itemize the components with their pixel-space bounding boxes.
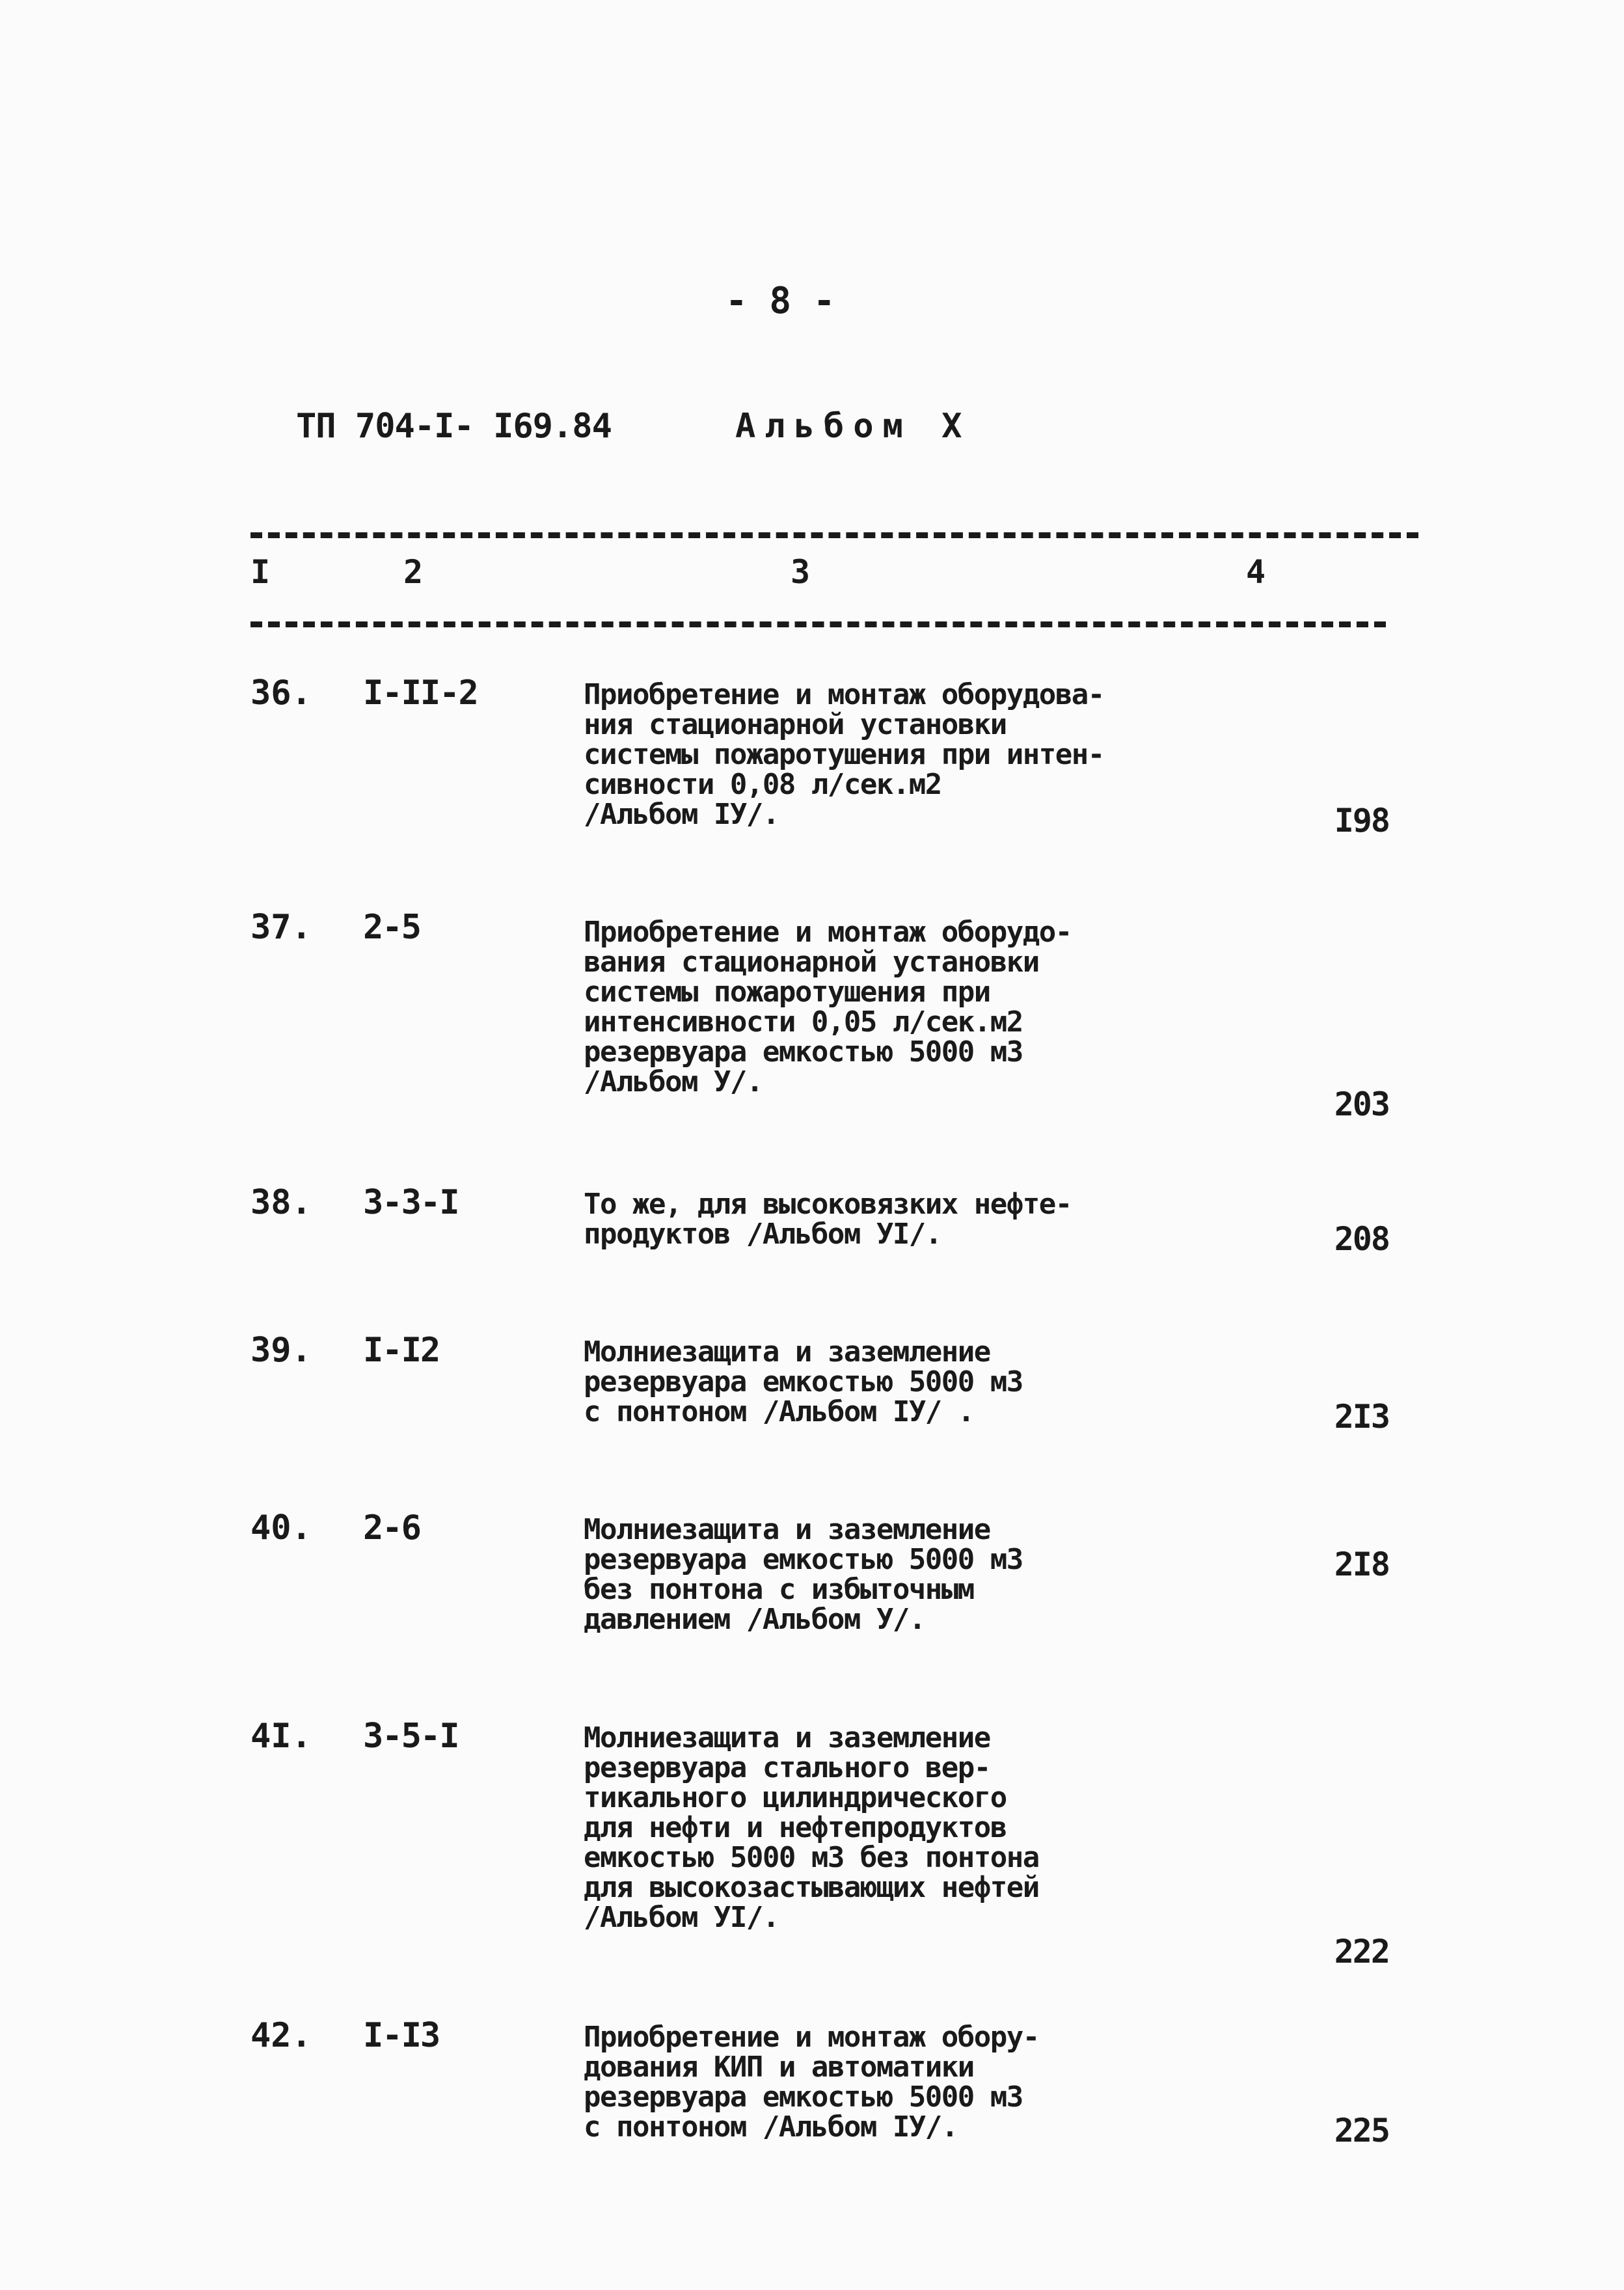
row-page: 2I3	[1334, 1398, 1389, 1436]
row-description: То же, для высоковязких нефте- продуктов /Альбом УI/.	[584, 1188, 1072, 1251]
row-page: 225	[1334, 2112, 1389, 2149]
column-header-4: 4	[1246, 553, 1266, 591]
row-page: I98	[1334, 802, 1389, 839]
row-number: 40.	[250, 1508, 312, 1547]
row-page: 208	[1334, 1220, 1389, 1258]
row-code: 2-5	[363, 908, 420, 947]
header-rule-top	[250, 532, 1418, 538]
row-number: 42.	[250, 2016, 312, 2055]
row-number: 36.	[250, 674, 312, 713]
row-code: 3-5-I	[363, 1717, 459, 1756]
row-code: I-I3	[363, 2016, 440, 2055]
row-description: Приобретение и монтаж оборудо- вания стационарной установки системы пожаротушения при интенсивности 0,05 л/сек.м2 резервуара емкостью 5000 м3 /Альбом У/.	[584, 916, 1072, 1098]
column-header-3: 3	[791, 553, 811, 591]
row-description: Приобретение и монтаж обору- дования КИП и автоматики резервуара емкостью 5000 м3 с понтоном /Альбом IУ/.	[584, 2021, 1039, 2144]
album-title: Альбом X	[735, 407, 971, 446]
header-rule-bottom	[250, 621, 1386, 627]
row-number: 37.	[250, 908, 312, 947]
row-page: 203	[1334, 1085, 1389, 1123]
row-page: 222	[1334, 1933, 1389, 1970]
row-description: Молниезащита и заземление резервуара емкостью 5000 м3 с понтоном /Альбом IУ/ .	[584, 1335, 1023, 1428]
column-header-2: 2	[403, 553, 424, 591]
row-description: Приобретение и монтаж оборудова- ния стационарной установки системы пожаротушения при интен- сивности 0,08 л/сек.м2 /Альбом IУ/.	[584, 678, 1104, 831]
row-code: 2-6	[363, 1508, 420, 1547]
page-number: - 8 -	[725, 280, 835, 322]
document-code: ТП 704-I- I69.84	[296, 407, 612, 446]
row-number: 39.	[250, 1331, 312, 1370]
row-code: 3-3-I	[363, 1183, 459, 1222]
row-code: I-I2	[363, 1331, 440, 1370]
row-number: 38.	[250, 1183, 312, 1222]
row-page: 2I8	[1334, 1546, 1389, 1583]
column-header-1: I	[250, 553, 271, 591]
row-description: Молниезащита и заземление резервуара стального вер- тикального цилиндрического для нефти и нефтепродуктов емкостью 5000 м3 без понтона для высокозастывающих нефтей /Альбом УI/.	[584, 1721, 1039, 1934]
row-number: 4I.	[250, 1717, 312, 1756]
row-description: Молниезащита и заземление резервуара емкостью 5000 м3 без понтона с избыточным давлением /Альбом У/.	[584, 1513, 1023, 1636]
row-code: I-II-2	[363, 674, 478, 713]
